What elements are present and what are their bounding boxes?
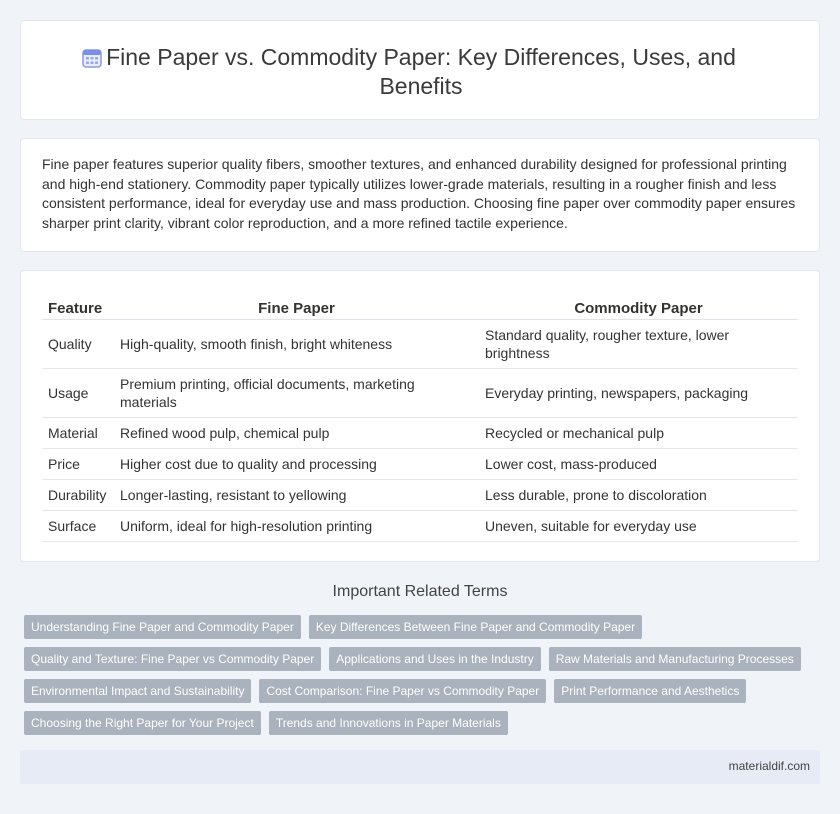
row-fine-paper: Refined wood pulp, chemical pulp bbox=[114, 417, 479, 448]
table-header-row bbox=[42, 295, 798, 319]
footer-site-link[interactable]: materialdif.com bbox=[728, 759, 810, 773]
row-commodity-paper: Standard quality, rougher texture, lower brightness bbox=[479, 319, 798, 368]
page-title: Fine Paper vs. Commodity Paper: Key Differences, Uses, and Benefits bbox=[106, 44, 736, 99]
row-feature: Durability bbox=[42, 479, 114, 510]
row-feature: Material bbox=[42, 417, 114, 448]
row-feature: Usage bbox=[42, 368, 114, 417]
row-commodity-paper: Less durable, prone to discoloration bbox=[479, 479, 798, 510]
row-commodity-paper: Everyday printing, newspapers, packaging bbox=[479, 368, 798, 417]
footer bbox=[20, 750, 820, 784]
table-row bbox=[42, 479, 798, 510]
header-commodity-paper: Commodity Paper bbox=[479, 295, 798, 319]
row-fine-paper: Higher cost due to quality and processing bbox=[114, 448, 479, 479]
row-commodity-paper: Uneven, suitable for everyday use bbox=[479, 510, 798, 541]
comparison-table-card bbox=[20, 270, 820, 562]
related-term-link[interactable]: Quality and Texture: Fine Paper vs Commodity Paper bbox=[24, 647, 321, 671]
row-feature: Quality bbox=[42, 319, 114, 368]
related-term-link[interactable]: Key Differences Between Fine Paper and Commodity Paper bbox=[309, 615, 642, 639]
header-feature: Feature bbox=[42, 295, 114, 319]
related-term-link[interactable]: Applications and Uses in the Industry bbox=[329, 647, 540, 671]
row-commodity-paper: Recycled or mechanical pulp bbox=[479, 417, 798, 448]
related-terms-tags bbox=[24, 615, 824, 743]
related-term-link[interactable]: Environmental Impact and Sustainability bbox=[24, 679, 251, 703]
related-term-link[interactable]: Trends and Innovations in Paper Materials bbox=[269, 711, 508, 735]
table-row bbox=[42, 319, 798, 368]
header-card bbox=[20, 20, 820, 120]
related-term-link[interactable]: Understanding Fine Paper and Commodity Paper bbox=[24, 615, 301, 639]
intro-text: Fine paper features superior quality fibers, smoother textures, and enhanced durability designed for professional printing and high-end stationery. Commodity paper typically utilizes lower-grade materials, resulting in a rougher finish and less consistent performance, ideal for everyday use and mass production. Choosing fine paper over commodity paper ensures sharper print clarity, vibrant color reproduction, and a more refined tactile experience. bbox=[42, 156, 796, 231]
table-row bbox=[42, 368, 798, 417]
row-fine-paper: High-quality, smooth finish, bright whiteness bbox=[114, 319, 479, 368]
related-term-link[interactable]: Cost Comparison: Fine Paper vs Commodity Paper bbox=[259, 679, 546, 703]
comparison-table bbox=[42, 295, 798, 542]
row-fine-paper: Longer-lasting, resistant to yellowing bbox=[114, 479, 479, 510]
row-feature: Price bbox=[42, 448, 114, 479]
table-row bbox=[42, 510, 798, 541]
related-terms-title: Important Related Terms bbox=[332, 583, 508, 600]
row-fine-paper: Uniform, ideal for high-resolution printing bbox=[114, 510, 479, 541]
row-feature: Surface bbox=[42, 510, 114, 541]
related-term-link[interactable]: Choosing the Right Paper for Your Project bbox=[24, 711, 261, 735]
table-row bbox=[42, 417, 798, 448]
intro-card bbox=[20, 138, 820, 252]
row-fine-paper: Premium printing, official documents, marketing materials bbox=[114, 368, 479, 417]
header-fine-paper: Fine Paper bbox=[114, 295, 479, 319]
table-row bbox=[42, 448, 798, 479]
related-term-link[interactable]: Raw Materials and Manufacturing Processes bbox=[549, 647, 801, 671]
related-term-link[interactable]: Print Performance and Aesthetics bbox=[554, 679, 746, 703]
row-commodity-paper: Lower cost, mass-produced bbox=[479, 448, 798, 479]
